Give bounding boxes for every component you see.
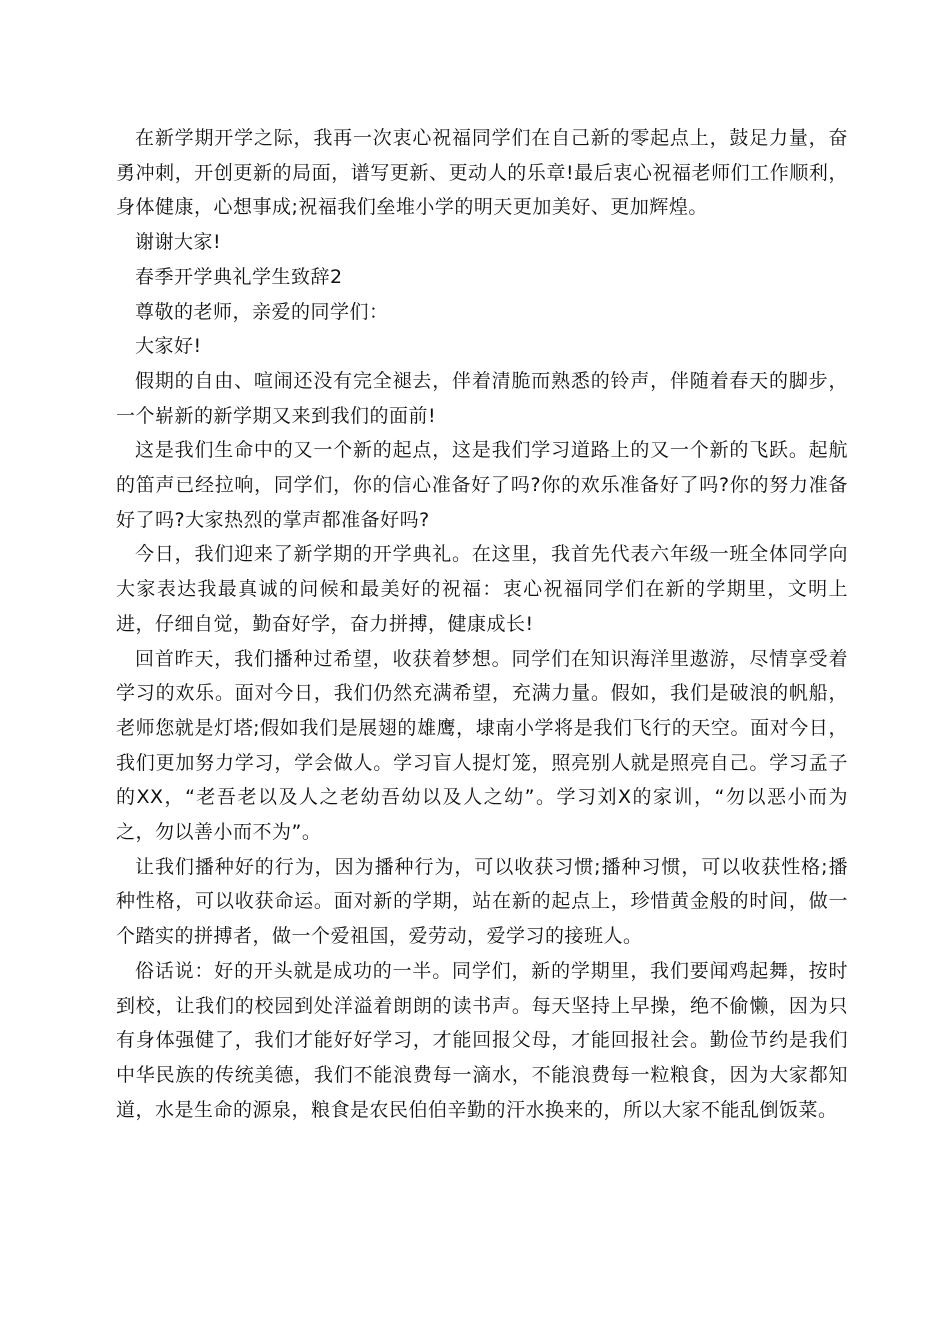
paragraph: 在新学期开学之际，我再一次衷心祝福同学们在自己新的零起点上，鼓足力量，奋勇冲刺，开创更新的局面，谱写更新、更动人的乐章!最后衷心祝福老师们工作顺利，身体健康，心想事成;祝福我们垒堆小学的明天更加美好、更加辉煌。	[116, 127, 848, 219]
paragraph: 谢谢大家!	[135, 231, 222, 254]
section-title: 春季开学典礼学生致辞2	[135, 265, 343, 288]
paragraph: 回首昨天，我们播种过希望，收获着梦想。同学们在知识海洋里遨游，尽情享受着学习的欢乐。面对今日，我们仍然充满希望，充满力量。假如，我们是破浪的帆船，老师您就是灯塔;假如我们是展翅的雄鹰，埭南小学将是我们飞行的天空。面对今日，我们更加努力学习，学会做人。学习盲人提灯笼，照亮别人就是照亮自己。学习孟子的XX，“老吾老以及人之老幼吾幼以及人之幼”。学习刘X的家训，“勿以恶小而为之，勿以善小而不为”。	[116, 647, 848, 844]
salutation: 尊敬的老师，亲爱的同学们：	[135, 300, 389, 323]
paragraph: 今日，我们迎来了新学期的开学典礼。在这里，我首先代表六年级一班全体同学向大家表达我最真诚的问候和最美好的祝福：衷心祝福同学们在新的学期里，文明上进，仔细自觉，勤奋好学，奋力拼搏，健康成长!	[116, 543, 848, 635]
paragraph: 让我们播种好的行为，因为播种行为，可以收获习惯;播种习惯，可以收获性格;播种性格，可以收获命运。面对新的学期，站在新的起点上，珍惜黄金般的时间，做一个踏实的拼搏者，做一个爱祖国，爱劳动，爱学习的接班人。	[116, 855, 848, 948]
paragraph: 这是我们生命中的又一个新的起点，这是我们学习道路上的又一个新的飞跃。起航的笛声已经拉响，同学们，你的信心准备好了吗?你的欢乐准备好了吗?你的努力准备好了吗?大家热烈的掌声都准备好吗?	[116, 439, 848, 531]
paragraph: 俗话说：好的开头就是成功的一半。同学们，新的学期里，我们要闻鸡起舞，按时到校，让我们的校园到处洋溢着朗朗的读书声。每天坚持上早操，绝不偷懒，因为只有身体强健了，我们才能好好学习，才能回报父母，才能回报社会。勤俭节约是我们中华民族的传统美德，我们不能浪费每一滴水，不能浪费每一粒粮食，因为大家都知道，水是生命的源泉，粮食是农民伯伯辛勤的汗水换来的，所以大家不能乱倒饭菜。	[116, 959, 848, 1121]
greeting: 大家好!	[135, 335, 202, 358]
paragraph: 假期的自由、喧闹还没有完全褪去，伴着清脆而熟悉的铃声，伴随着春天的脚步，一个崭新的新学期又来到我们的面前!	[116, 369, 848, 427]
document-body	[116, 121, 848, 1127]
